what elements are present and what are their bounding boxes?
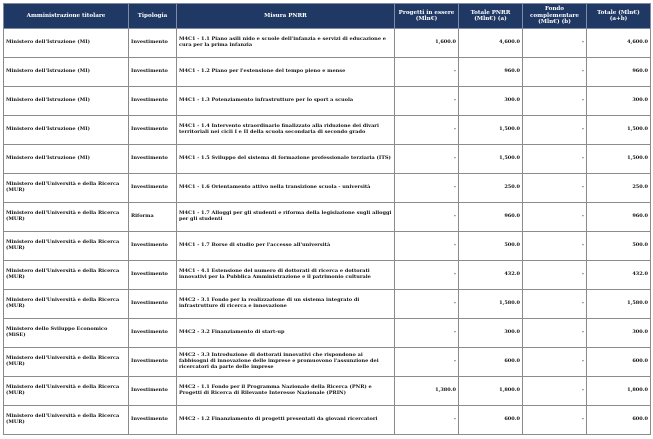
- cell-progetti: -: [395, 232, 459, 261]
- cell-tipologia: Investimento: [129, 87, 177, 116]
- cell-amministrazione: Ministero dell'Istruzione (MI): [4, 145, 129, 174]
- cell-tipologia: Investimento: [129, 116, 177, 145]
- table-row: [4, 290, 651, 319]
- cell-progetti: -: [395, 174, 459, 203]
- cell-fondo: -: [523, 58, 587, 87]
- cell-tipologia: Investimento: [129, 377, 177, 406]
- cell-fondo: -: [523, 87, 587, 116]
- cell-progetti: -: [395, 348, 459, 377]
- table-row: [4, 87, 651, 116]
- table-row: [4, 319, 651, 348]
- cell-amministrazione: Ministero dell'Università e della Ricerca (MUR): [4, 203, 129, 232]
- cell-totale-pnrr: 432.0: [459, 261, 523, 290]
- cell-amministrazione: Ministero dell'Università e della Ricerca (MUR): [4, 348, 129, 377]
- cell-totale: 960.0: [587, 203, 651, 232]
- cell-totale: 1,500.0: [587, 116, 651, 145]
- table-body: [4, 29, 651, 435]
- cell-amministrazione: Ministero dell'Università e della Ricerca (MUR): [4, 406, 129, 435]
- cell-progetti: -: [395, 87, 459, 116]
- cell-totale: 600.0: [587, 406, 651, 435]
- table-row: [4, 116, 651, 145]
- table-row: [4, 29, 651, 58]
- cell-fondo: -: [523, 29, 587, 58]
- cell-amministrazione: Ministero dell'Università e della Ricerca (MUR): [4, 261, 129, 290]
- table-row: [4, 203, 651, 232]
- cell-tipologia: Investimento: [129, 319, 177, 348]
- cell-misura: M4C1 - 1.1 Piano asili nido e scuole dell'infanzia e servizi di educazione e cura per la prima infanzia: [177, 29, 395, 58]
- cell-totale-pnrr: 1,500.0: [459, 116, 523, 145]
- cell-totale: 300.0: [587, 87, 651, 116]
- cell-totale: 300.0: [587, 319, 651, 348]
- cell-amministrazione: Ministero dell'Università e della Ricerca (MUR): [4, 377, 129, 406]
- cell-amministrazione: Ministero dell'Istruzione (MI): [4, 29, 129, 58]
- cell-totale: 432.0: [587, 261, 651, 290]
- cell-totale: 960.0: [587, 58, 651, 87]
- cell-totale: 600.0: [587, 348, 651, 377]
- header-totale: Totale (Mln€) (a+b): [587, 4, 651, 29]
- table-row: [4, 232, 651, 261]
- cell-tipologia: Investimento: [129, 58, 177, 87]
- cell-totale: 4,600.0: [587, 29, 651, 58]
- cell-totale: 1,580.0: [587, 290, 651, 319]
- cell-tipologia: Investimento: [129, 29, 177, 58]
- cell-fondo: -: [523, 174, 587, 203]
- pnrr-measures-table: [3, 3, 651, 435]
- table-row: [4, 174, 651, 203]
- table-row: [4, 348, 651, 377]
- cell-tipologia: Riforma: [129, 203, 177, 232]
- cell-totale-pnrr: 960.0: [459, 203, 523, 232]
- cell-totale-pnrr: 500.0: [459, 232, 523, 261]
- cell-misura: M4C1 - 1.2 Piano per l'estensione del tempo pieno e mense: [177, 58, 395, 87]
- cell-progetti: -: [395, 290, 459, 319]
- cell-amministrazione: Ministero dell'Istruzione (MI): [4, 87, 129, 116]
- cell-progetti: -: [395, 406, 459, 435]
- cell-amministrazione: Ministero dell'Istruzione (MI): [4, 116, 129, 145]
- cell-amministrazione: Ministero dell'Università e della Ricerca (MUR): [4, 232, 129, 261]
- cell-tipologia: Investimento: [129, 406, 177, 435]
- table-row: [4, 58, 651, 87]
- table-row: [4, 145, 651, 174]
- header-tipologia: Tipologia: [129, 4, 177, 29]
- cell-tipologia: Investimento: [129, 261, 177, 290]
- cell-fondo: -: [523, 203, 587, 232]
- cell-tipologia: Investimento: [129, 232, 177, 261]
- table-row: [4, 261, 651, 290]
- header-progetti: Progetti in essere (Mln€): [395, 4, 459, 29]
- cell-amministrazione: Ministero dell'Università e della Ricerca (MUR): [4, 290, 129, 319]
- cell-fondo: -: [523, 232, 587, 261]
- cell-progetti: -: [395, 58, 459, 87]
- cell-totale: 1,800.0: [587, 377, 651, 406]
- cell-progetti: -: [395, 261, 459, 290]
- cell-fondo: -: [523, 377, 587, 406]
- cell-fondo: -: [523, 348, 587, 377]
- cell-misura: M4C1 - 1.7 Alloggi per gli studenti e riforma della legislazione sugli alloggi per gli studenti: [177, 203, 395, 232]
- cell-tipologia: Investimento: [129, 145, 177, 174]
- cell-totale: 1,500.0: [587, 145, 651, 174]
- cell-totale: 500.0: [587, 232, 651, 261]
- cell-progetti: 1,380.0: [395, 377, 459, 406]
- cell-fondo: -: [523, 319, 587, 348]
- header-fondo: Fondo complementare (Mln€) (b): [523, 4, 587, 29]
- cell-progetti: -: [395, 203, 459, 232]
- cell-totale-pnrr: 300.0: [459, 87, 523, 116]
- cell-progetti: -: [395, 145, 459, 174]
- cell-fondo: -: [523, 261, 587, 290]
- header-totale-pnrr: Totale PNRR (Mln€) (a): [459, 4, 523, 29]
- cell-progetti: 1,600.0: [395, 29, 459, 58]
- table-row: [4, 377, 651, 406]
- cell-misura: M4C2 - 3.3 Introduzione di dottorati innovativi che rispondono ai fabbisogni di innovazione delle imprese e promuovono l'assunzione dei ricercatori da parte delle imprese: [177, 348, 395, 377]
- cell-amministrazione: Ministero dello Sviluppo Economico (MiSE): [4, 319, 129, 348]
- cell-tipologia: Investimento: [129, 290, 177, 319]
- cell-misura: M4C1 - 1.7 Borse di studio per l'accesso all'università: [177, 232, 395, 261]
- table-header-row: [4, 4, 651, 29]
- cell-misura: M4C2 - 3.2 Finanziamento di start-up: [177, 319, 395, 348]
- cell-totale-pnrr: 600.0: [459, 406, 523, 435]
- header-amministrazione: Amministrazione titolare: [4, 4, 129, 29]
- cell-totale-pnrr: 960.0: [459, 58, 523, 87]
- table-row: [4, 406, 651, 435]
- cell-fondo: -: [523, 406, 587, 435]
- cell-progetti: -: [395, 116, 459, 145]
- header-misura: Misura PNRR: [177, 4, 395, 29]
- cell-totale-pnrr: 300.0: [459, 319, 523, 348]
- cell-fondo: -: [523, 290, 587, 319]
- cell-misura: M4C1 - 1.5 Sviluppo del sistema di formazione professionale terziaria (ITS): [177, 145, 395, 174]
- cell-tipologia: Investimento: [129, 174, 177, 203]
- cell-misura: M4C1 - 1.3 Potenziamento infrastrutture per lo sport a scuola: [177, 87, 395, 116]
- cell-amministrazione: Ministero dell'Università e della Ricerca (MUR): [4, 174, 129, 203]
- cell-progetti: -: [395, 319, 459, 348]
- cell-fondo: -: [523, 145, 587, 174]
- cell-totale-pnrr: 250.0: [459, 174, 523, 203]
- cell-misura: M4C2 - 3.1 Fondo per la realizzazione di un sistema integrato di infrastrutture di ricerca e innovazione: [177, 290, 395, 319]
- cell-tipologia: Investimento: [129, 348, 177, 377]
- cell-totale-pnrr: 4,600.0: [459, 29, 523, 58]
- cell-totale-pnrr: 1,500.0: [459, 145, 523, 174]
- cell-fondo: -: [523, 116, 587, 145]
- cell-totale: 250.0: [587, 174, 651, 203]
- cell-misura: M4C2 - 1.2 Finanziamento di progetti presentati da giovani ricercatori: [177, 406, 395, 435]
- cell-misura: M4C1 - 4.1 Estensione del numero di dottorati di ricerca e dottorati innovativi per la Pubblica Amministrazione e il patrimonio culturale: [177, 261, 395, 290]
- cell-amministrazione: Ministero dell'Istruzione (MI): [4, 58, 129, 87]
- cell-totale-pnrr: 1,580.0: [459, 290, 523, 319]
- cell-totale-pnrr: 1,800.0: [459, 377, 523, 406]
- cell-misura: M4C1 - 1.6 Orientamento attivo nella transizione scuola - università: [177, 174, 395, 203]
- cell-totale-pnrr: 600.0: [459, 348, 523, 377]
- cell-misura: M4C1 - 1.4 Intervento straordinario finalizzato alla riduzione dei divari territoriali nei cicli I e II della scuola secondaria di secondo grado: [177, 116, 395, 145]
- cell-misura: M4C2 - 1.1 Fondo per il Programma Nazionale della Ricerca (PNR) e Progetti di Ricerca di Rilevante Interesse Nazionale (PRIN): [177, 377, 395, 406]
